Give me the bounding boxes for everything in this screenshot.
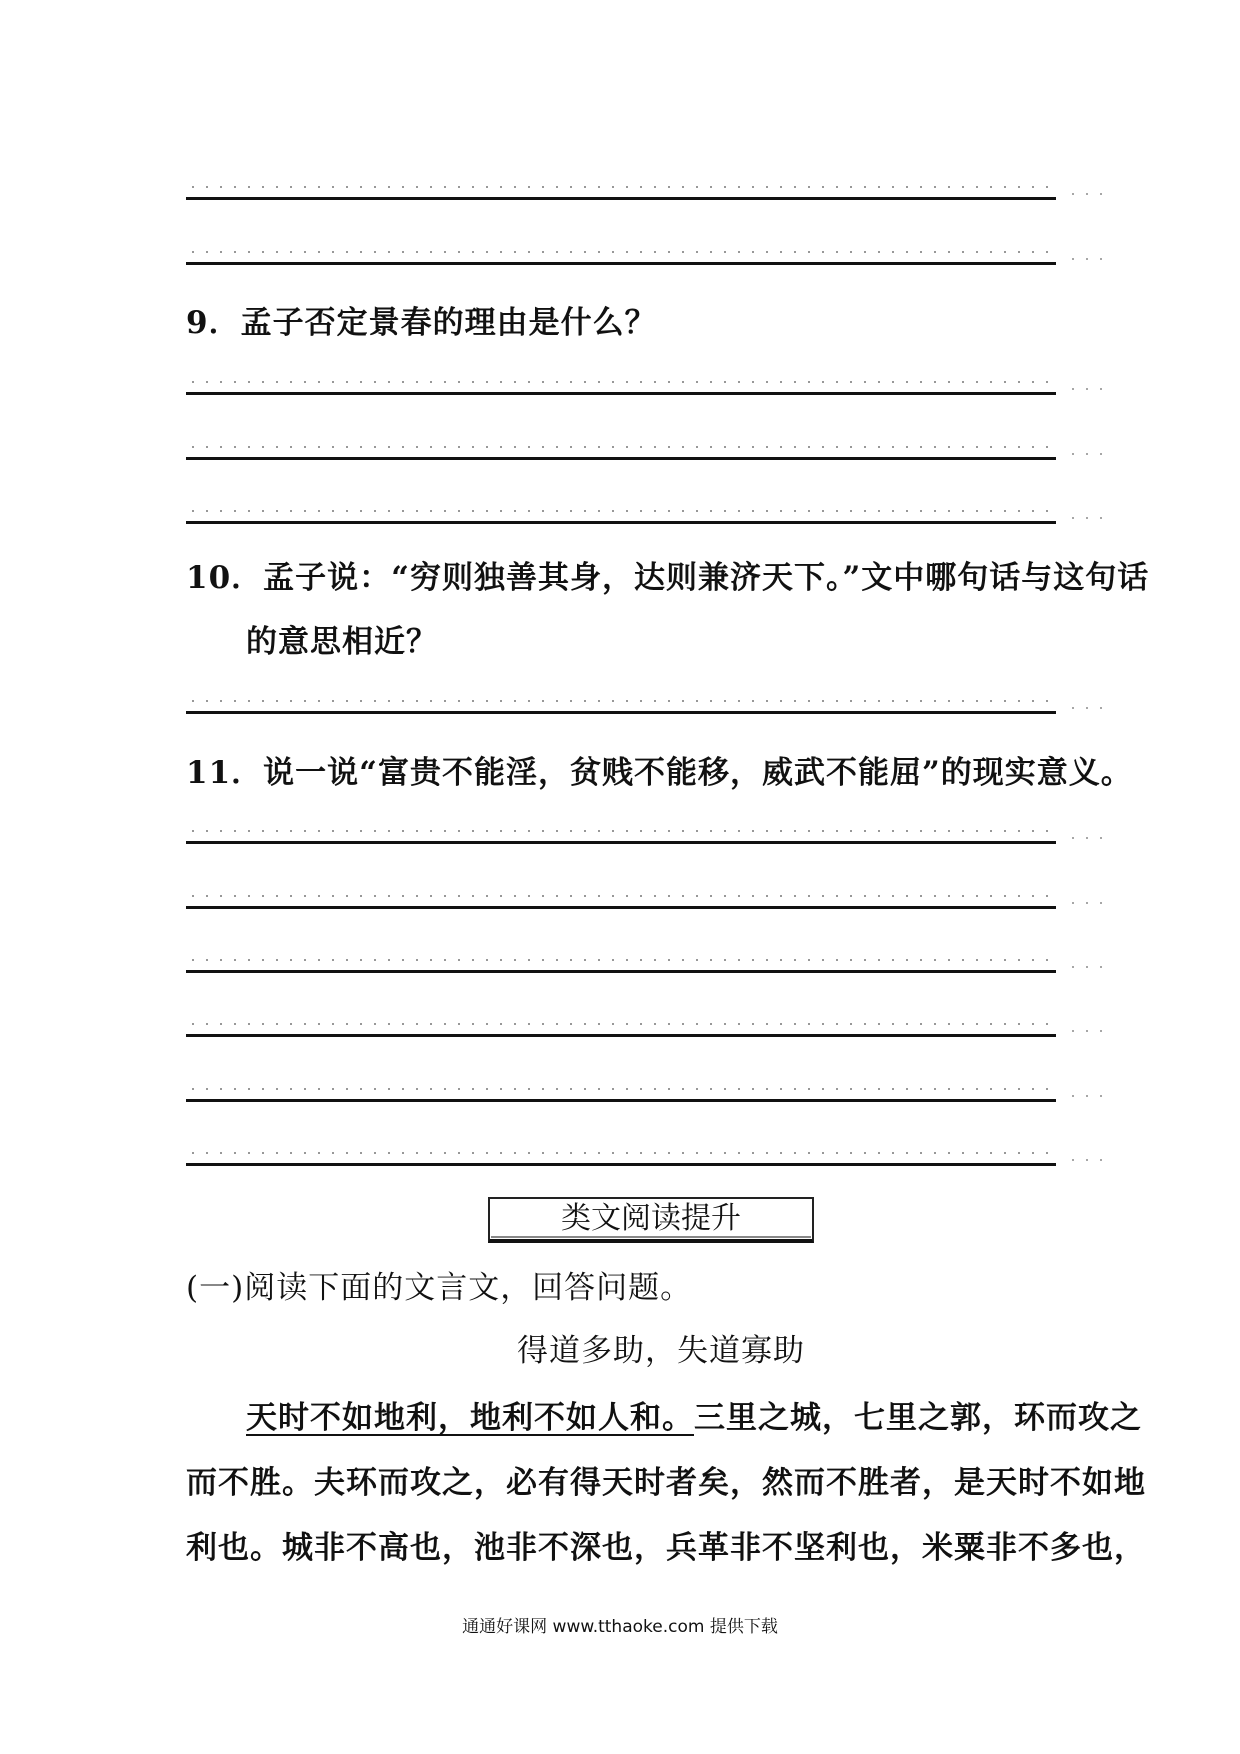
- passage-line-2: 而不胜。夫环而攻之，必有得天时者矣，然而不胜者，是天时不如地: [186, 1465, 1146, 1501]
- answer-line[interactable]: [186, 1088, 1056, 1104]
- margin-dots: [1066, 388, 1110, 390]
- answer-line[interactable]: [186, 700, 1056, 716]
- answer-line[interactable]: [186, 186, 1056, 202]
- margin-dots: [1066, 517, 1110, 519]
- answer-line[interactable]: [186, 959, 1056, 975]
- answer-line[interactable]: [186, 381, 1056, 397]
- answer-line[interactable]: [186, 1023, 1056, 1039]
- passage-title: 得道多助，失道寡助: [517, 1333, 805, 1369]
- margin-dots: [1066, 1159, 1110, 1161]
- passage-line-1: [246, 1392, 1142, 1437]
- margin-dots: [1066, 902, 1110, 904]
- answer-line[interactable]: [186, 251, 1056, 267]
- answer-line[interactable]: [186, 446, 1056, 462]
- margin-dots: [1066, 258, 1110, 260]
- passage-line-3: 利也。城非不高也，池非不深也，兵革非不坚利也，米粟非不多也，: [186, 1530, 1146, 1566]
- section-heading: 类文阅读提升: [488, 1197, 814, 1243]
- question-10: 10．孟子说：“穷则独善其身，达则兼济天下。”文中哪句话与这句话: [186, 560, 1150, 596]
- reading-instruction: (一)阅读下面的文言文，回答问题。: [186, 1270, 693, 1306]
- margin-dots: [1066, 453, 1110, 455]
- question-9: 9．孟子否定景春的理由是什么？: [186, 305, 657, 341]
- margin-dots: [1066, 193, 1110, 195]
- margin-dots: [1066, 1095, 1110, 1097]
- footer-watermark: 通通好课网 www.tthaoke.com 提供下载: [462, 1617, 778, 1637]
- margin-dots: [1066, 837, 1110, 839]
- question-11: 11．说一说“富贵不能淫，贫贱不能移，威武不能屈”的现实意义。: [186, 755, 1133, 791]
- answer-line[interactable]: [186, 510, 1056, 526]
- answer-line[interactable]: [186, 1152, 1056, 1168]
- margin-dots: [1066, 707, 1110, 709]
- question-10-continued: 的意思相近？: [246, 624, 438, 660]
- answer-line[interactable]: [186, 895, 1056, 911]
- underlined-sentence: 天时不如地利，地利不如人和。: [246, 1400, 694, 1436]
- margin-dots: [1066, 966, 1110, 968]
- answer-line[interactable]: [186, 830, 1056, 846]
- margin-dots: [1066, 1030, 1110, 1032]
- passage-line-1-rest: 三里之城，七里之郭，环而攻之: [694, 1400, 1142, 1436]
